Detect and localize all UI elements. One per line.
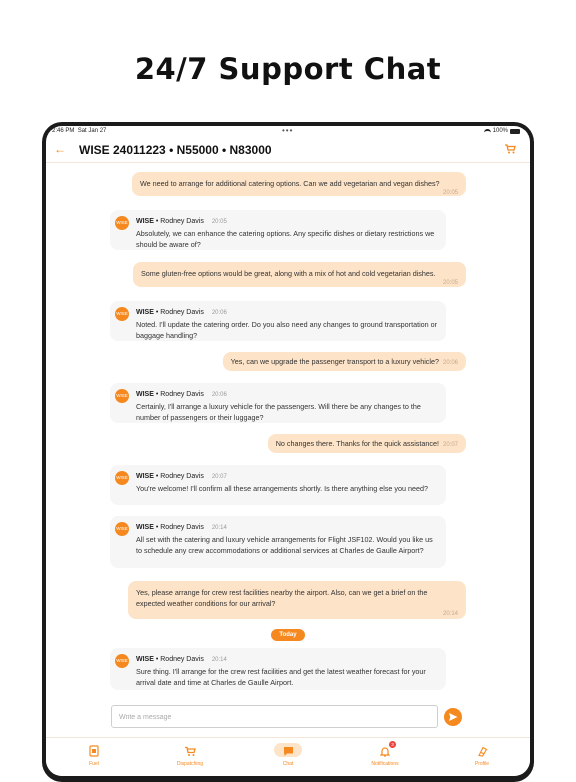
message-text: Absolutely, we can enhance the catering options. Any specific dishes or dietary restrictions we should be aware of? [136,229,435,249]
incoming-message [110,210,446,250]
message-header: WISE • Rodney Davis 20:14 [136,524,227,531]
tab-label: Dispatching [176,761,204,767]
outgoing-message [268,434,466,453]
message-text: Yes, can we upgrade the passenger transport to a luxury vehicle? [230,357,439,366]
message-text: You're welcome! I'll confirm all these arrangements shortly. Is there anything else you need? [136,484,428,493]
outgoing-message [133,262,466,287]
battery-level: 100% [492,128,508,134]
send-button[interactable] [444,708,462,726]
chat-icon [283,746,294,757]
cart-icon[interactable] [505,144,516,154]
send-icon [444,708,462,726]
multitask-dots: ••• [282,126,294,135]
message-header: WISE • Rodney Davis 20:07 [136,473,227,480]
avatar: WISE [115,471,129,485]
message-time: 20:14 [211,525,227,531]
message-text: All set with the catering and luxury vehicle arrangements for Flight JSF102. Would you like us to schedule any crew accommodations or additional services at Charles de Gaulle Airport? [136,535,433,555]
tab-notifications[interactable] [355,744,415,767]
message-text: No changes there. Thanks for the quick assistance! [275,439,439,448]
message-time: 20:05 [211,219,227,225]
incoming-message [110,465,446,505]
tab-profile[interactable] [452,744,512,767]
message-time: 20:05 [442,190,458,196]
app-screen [46,126,530,776]
bell-icon [380,746,390,757]
chat-header [46,138,530,163]
outgoing-message [128,581,466,619]
outgoing-message [223,352,466,371]
fuel-icon [89,745,99,757]
message-header: WISE • Rodney Davis 20:06 [136,309,227,316]
tab-label: Notifications [371,761,399,767]
day-separator: Today [271,629,305,641]
message-text: Noted. I'll update the catering order. Do you also need any changes to ground transportation or baggage handling? [136,320,438,340]
message-list[interactable] [46,162,530,726]
message-text: We need to arrange for additional catering options. Can we add vegetarian and vegan dishes? [140,179,440,188]
outgoing-message [132,172,466,196]
notification-badge: 3 [389,741,396,748]
page-headline: 24/7 Support Chat [134,52,442,86]
message-header: WISE • Rodney Davis 20:14 [136,656,227,663]
tab-label: Chat [282,761,294,767]
avatar: WISE [115,389,129,403]
battery-icon [510,129,520,134]
cart-icon [185,746,196,757]
tab-fuel[interactable] [64,744,124,767]
incoming-message [110,383,446,423]
tab-label: Profile [474,761,490,767]
incoming-message [110,648,446,690]
message-text: Some gluten-free options would be great, along with a mix of hot and cold vegetarian dishes. [141,269,436,278]
message-time: 20:06 [211,392,227,398]
message-time: 20:05 [442,280,458,286]
avatar: WISE [115,654,129,668]
back-arrow-icon[interactable]: ← [54,142,66,156]
bottom-tab-bar [46,737,530,776]
battery-status [484,128,520,134]
profile-icon [477,746,488,757]
tab-chat[interactable] [258,744,318,767]
status-time: 2:46 PM Sat Jan 27 [52,128,107,134]
message-time: 20:14 [211,657,227,663]
incoming-message [110,516,446,568]
message-time: 20:07 [211,474,227,480]
avatar: WISE [115,307,129,321]
message-header: WISE • Rodney Davis 20:05 [136,218,227,225]
message-input[interactable] [112,707,437,728]
avatar: WISE [115,216,129,230]
tab-label: Fuel [89,761,99,767]
message-time: 20:14 [442,611,458,617]
message-text: Certainly, I'll arrange a luxury vehicle for the passengers. Will there be any changes to the number of passengers or their luggage? [136,402,421,422]
message-text: Yes, please arrange for crew rest facilities nearby the airport. Also, can we get a brief on the expected weather conditions for our arrival? [136,588,428,608]
message-input-box[interactable] [111,705,438,728]
message-time: 20:07 [442,442,458,448]
wifi-icon [484,129,491,134]
tab-dispatching[interactable] [160,744,220,767]
avatar: WISE [115,522,129,536]
incoming-message [110,301,446,341]
message-header: WISE • Rodney Davis 20:06 [136,391,227,398]
chat-title: WISE 24011223 • N55000 • N83000 [79,143,272,157]
status-bar [46,126,530,136]
message-text: Sure thing. I'll arrange for the crew rest facilities and get the latest weather forecast for your arrival date and time at Charles de Gaulle Airport. [136,667,426,687]
message-time: 20:06 [442,360,458,366]
message-time: 20:06 [211,310,227,316]
